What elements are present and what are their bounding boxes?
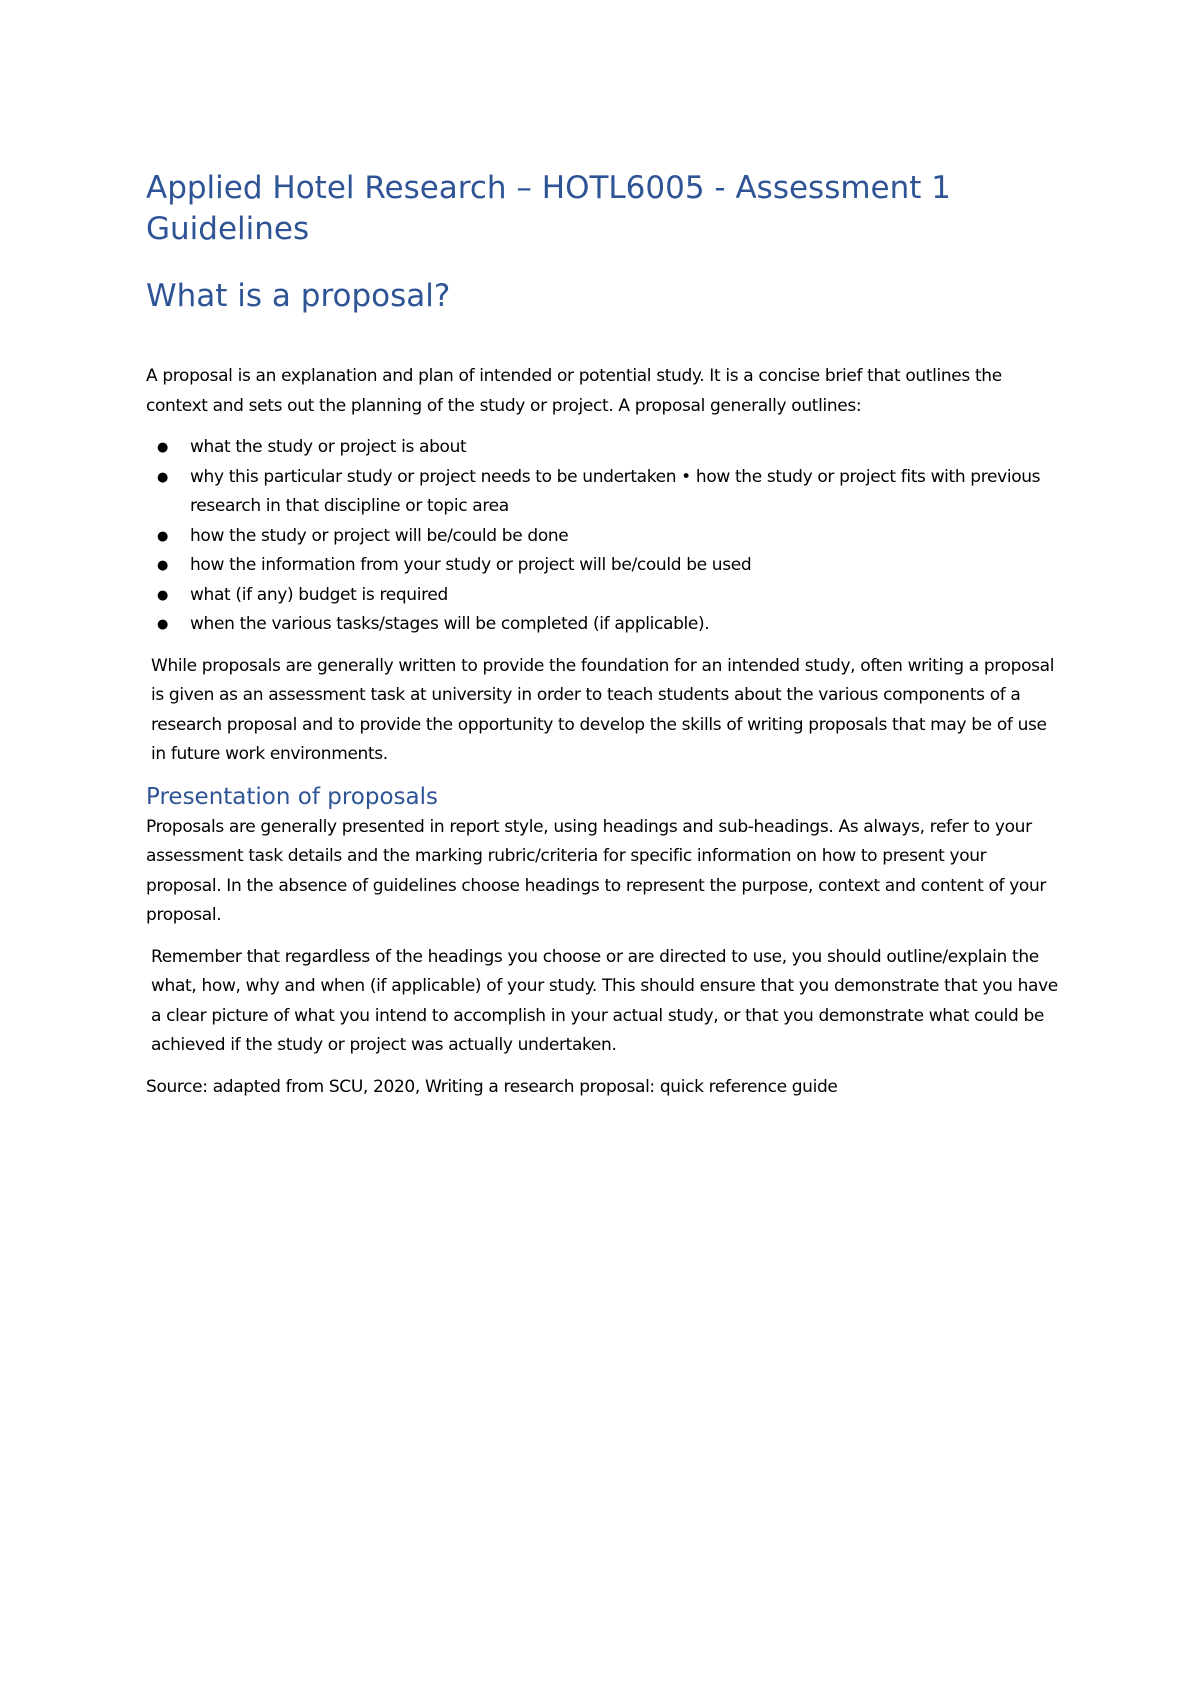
- list-item-text: how the information from your study or project will be/could be used: [190, 555, 752, 575]
- heading-presentation-of-proposals: Presentation of proposals: [146, 783, 438, 810]
- list-item-text: when the various tasks/stages will be completed (if applicable).: [190, 614, 710, 634]
- proposal-outline-list: [146, 433, 1066, 640]
- heading-what-is-a-proposal: What is a proposal?: [146, 278, 451, 314]
- document-content: [146, 168, 1066, 1114]
- bullet-icon: ●: [157, 558, 168, 573]
- bullet-icon: ●: [157, 469, 168, 485]
- bullet-icon: ●: [157, 528, 168, 544]
- remember-paragraph: Remember that regardless of the headings you choose or are directed to use, you should outline/explain the what, how, why and when (if applicable) of your study. This should ensure that you demonstrate that you have a clear picture of what you intend to accomplish in your actual study, or that you demonstrate what could be achieved if the study or project was actually undertaken.: [151, 946, 1058, 1055]
- list-item-text: what (if any) budget is required: [190, 584, 448, 605]
- list-item-text: how the study or project will be/could be done: [190, 525, 569, 546]
- list-item-text: what the study or project is about: [190, 437, 467, 457]
- document-title: Applied Hotel Research – HOTL6005 - Assessment 1 Guidelines: [146, 170, 952, 247]
- intro-paragraph: A proposal is an explanation and plan of intended or potential study. It is a concise brief that outlines the context and sets out the planning of the study or project. A proposal generally outlines:: [146, 366, 1002, 416]
- list-item: [146, 551, 1066, 581]
- list-item: [146, 433, 1066, 463]
- source-citation: Source: adapted from SCU, 2020, Writing a research proposal: quick reference guide: [146, 1076, 838, 1097]
- list-item-text: why this particular study or project needs to be undertaken • how the study or project fits with previous research in that discipline or topic area: [190, 466, 1041, 516]
- bullet-icon: ●: [157, 440, 168, 455]
- list-item: [146, 463, 1066, 522]
- purpose-paragraph: While proposals are generally written to provide the foundation for an intended study, often writing a proposal is given as an assessment task at university in order to teach students about the various components of a research proposal and to provide the opportunity to develop the skills of writing proposals that may be of use in future work environments.: [151, 655, 1055, 764]
- presentation-paragraph: Proposals are generally presented in report style, using headings and sub-headings. As always, refer to your assessment task details and the marking rubric/criteria for specific information on how to present your proposal. In the absence of guidelines choose headings to represent the purpose, context and content of your proposal.: [146, 816, 1047, 925]
- bullet-icon: ●: [157, 617, 168, 632]
- list-item: [146, 522, 1066, 552]
- list-item: [146, 581, 1066, 611]
- bullet-icon: ●: [157, 587, 168, 603]
- list-item: [146, 610, 1066, 640]
